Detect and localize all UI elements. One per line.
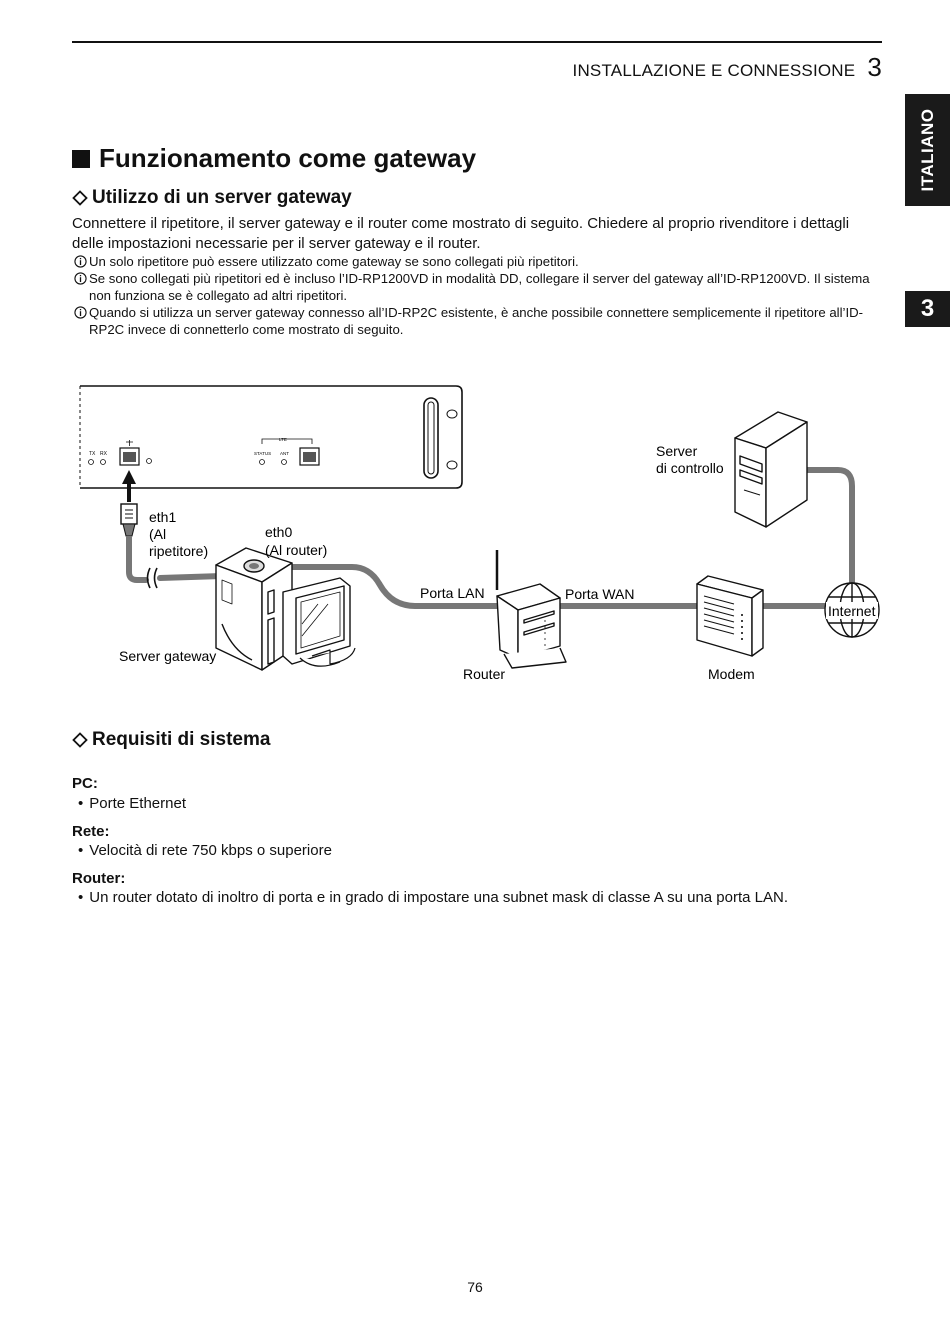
diamond-bullet-icon bbox=[72, 190, 88, 206]
cable-break-icon bbox=[148, 568, 158, 588]
eth0-label-line1: eth0 bbox=[265, 524, 293, 540]
note-text: Quando si utilizza un server gateway connesso all’ID-RP2C esistente, è anche possibile connettere semplicemente il ripetitore all’ID-RP2C invece di connetterlo come mostrato di seguito. bbox=[89, 305, 864, 337]
note-item bbox=[72, 270, 887, 304]
info-icon bbox=[74, 272, 87, 285]
requirement-item bbox=[78, 842, 332, 859]
language-tab bbox=[905, 94, 950, 206]
bullet-icon: • bbox=[78, 842, 84, 859]
ant-label: ANT bbox=[280, 451, 289, 456]
note-item bbox=[72, 253, 887, 270]
info-icon bbox=[74, 306, 87, 319]
eth1-cable bbox=[129, 548, 146, 580]
modem-icon bbox=[697, 576, 763, 656]
chapter-number: 3 bbox=[867, 52, 882, 82]
internet-label: Internet bbox=[828, 603, 876, 619]
eth1-label-line2: (Al bbox=[149, 526, 167, 542]
info-icon bbox=[74, 255, 87, 268]
note-item bbox=[72, 304, 887, 338]
requirement-item-text: Velocità di rete 750 kbps o superiore bbox=[89, 842, 332, 859]
lte-label: LTE bbox=[279, 437, 287, 442]
subsection-title bbox=[72, 187, 352, 209]
control-server-icon bbox=[735, 412, 807, 527]
requirement-item bbox=[78, 889, 788, 906]
requirement-item-text: Un router dotato di inoltro di porta e in grado di impostare una subnet mask di classe A su una porta LAN. bbox=[89, 889, 789, 906]
chapter-header bbox=[573, 52, 882, 83]
chapter-tab-number: 3 bbox=[905, 291, 950, 327]
requirement-heading-network: Rete: bbox=[72, 823, 110, 840]
section-title-text: Funzionamento come gateway bbox=[99, 143, 477, 173]
page-number: 76 bbox=[467, 1279, 483, 1295]
requirement-heading-pc: PC: bbox=[72, 775, 98, 792]
requirement-item bbox=[78, 795, 186, 812]
tx-label: TX bbox=[89, 451, 96, 457]
gateway-server-label: Server gateway bbox=[119, 648, 217, 664]
square-bullet-icon bbox=[72, 150, 90, 168]
eth0-label-line2: (Al router) bbox=[265, 542, 328, 558]
chapter-title: INSTALLAZIONE E CONNESSIONE bbox=[572, 61, 856, 80]
router-icon bbox=[497, 550, 566, 668]
control-server-label-line1: Server bbox=[656, 443, 698, 459]
connection-diagram bbox=[0, 380, 950, 700]
intro-paragraph: Connettere il ripetitore, il server gateway e il router come mostrato di seguito. Chiedere al proprio rivenditore i dettagli delle impostazioni necessarie per il server gateway e il router. bbox=[72, 215, 850, 252]
bullet-icon: • bbox=[78, 795, 84, 812]
lte-port-icon bbox=[300, 448, 319, 465]
repeater-panel bbox=[80, 386, 462, 488]
modem-label: Modem bbox=[708, 666, 755, 682]
header-rule bbox=[72, 41, 882, 43]
control-server-label-line2: di controllo bbox=[656, 460, 724, 476]
requirement-item-text: Porte Ethernet bbox=[89, 795, 186, 812]
eth1-label-line3: ripetitore) bbox=[149, 543, 209, 559]
notes-list bbox=[72, 253, 887, 338]
note-text: Un solo ripetitore può essere utilizzato come gateway se sono collegati più ripetitori. bbox=[89, 254, 579, 269]
language-label: ITALIANO bbox=[917, 108, 937, 192]
router-label: Router bbox=[463, 666, 506, 682]
rx-label: RX bbox=[100, 451, 107, 457]
requirements-title bbox=[72, 729, 270, 751]
control-server-cable bbox=[807, 470, 852, 584]
eth1-label-line1: eth1 bbox=[149, 509, 177, 525]
requirement-heading-router: Router: bbox=[72, 870, 126, 887]
bullet-icon: • bbox=[78, 889, 84, 906]
lan-connector-icon bbox=[121, 470, 137, 548]
eth1-cable-to-server bbox=[160, 576, 222, 578]
porta-lan-label: Porta LAN bbox=[420, 585, 485, 601]
porta-wan-label: Porta WAN bbox=[565, 586, 635, 602]
subsection-title-text: Utilizzo di un server gateway bbox=[92, 187, 352, 208]
requirements-title-text: Requisiti di sistema bbox=[92, 729, 271, 750]
section-title bbox=[72, 143, 476, 174]
status-label: STATUS bbox=[254, 451, 272, 456]
note-text: Se sono collegati più ripetitori ed è incluso l’ID-RP1200VD in modalità DD, collegare il server del gateway all’ID-RP1200VD. Il sistema non funziona se è collegato ad altri ripetitori. bbox=[89, 271, 870, 303]
diamond-bullet-icon bbox=[72, 732, 88, 748]
